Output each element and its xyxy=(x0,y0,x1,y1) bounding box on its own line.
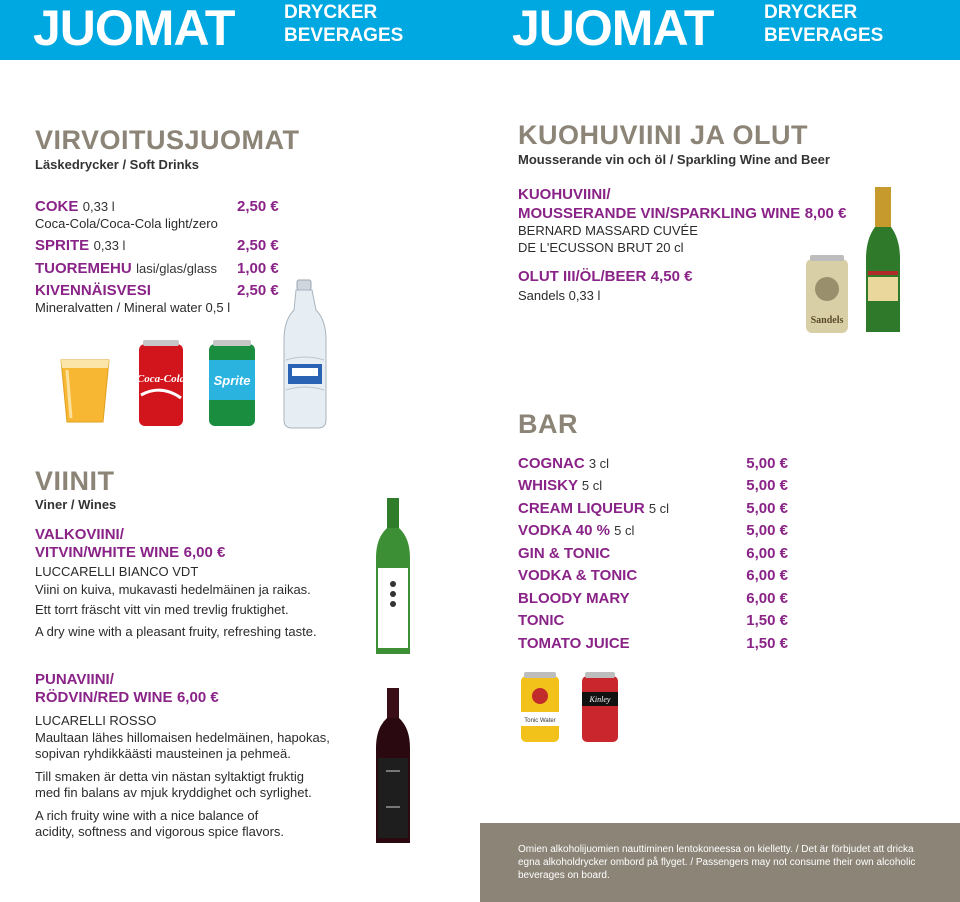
bar-item-name: WHISKY xyxy=(518,477,578,494)
white-wine-price: 6,00 € xyxy=(183,544,226,561)
sparkling-line2: MOUSSERANDE VIN/SPARKLING WINE xyxy=(518,205,801,222)
sparkling-price: 8,00 € xyxy=(804,205,847,222)
header-sub2-left: BEVERAGES xyxy=(284,25,404,46)
bar-item-name: TOMATO JUICE xyxy=(518,635,630,652)
beer-description: Sandels 0,33 l xyxy=(518,288,601,303)
red-wine-line2: RÖDVIN/RED WINE xyxy=(35,689,173,706)
beer-can-image xyxy=(804,255,850,335)
red-wine-desc-fi-1: Maultaan lähes hillomaisen hedelmäinen, hapokas, xyxy=(35,730,330,745)
bar-item-vodka xyxy=(518,522,788,544)
bar-item-vodka-tonic xyxy=(518,567,788,589)
bar-item-tonic xyxy=(518,612,788,634)
price-coke: 2,50 € xyxy=(237,198,279,215)
bar-item-cognac xyxy=(518,455,788,477)
kinley-can-label: Kinley xyxy=(589,695,611,704)
header-sub1-left: DRYCKER xyxy=(284,2,378,23)
bar-item-unit: 5 cl xyxy=(648,501,670,516)
white-wine-desc-en: A dry wine with a pleasant fruity, refreshing taste. xyxy=(35,624,317,639)
beer-can-label: Sandels xyxy=(810,315,844,326)
bar-item-unit: 5 cl xyxy=(614,523,635,538)
bar-item-name: TONIC xyxy=(518,612,565,629)
white-wine-line1: VALKOVIINI/ xyxy=(35,526,124,543)
bar-item-price: 5,00 € xyxy=(746,455,788,472)
menu-item-sprite xyxy=(35,237,125,255)
menu-item-juice xyxy=(35,260,217,278)
bar-item-name: GIN & TONIC xyxy=(518,545,611,562)
sprite-can-image xyxy=(207,340,257,428)
menu-item-mineral-water xyxy=(35,282,151,300)
bar-item-unit: 3 cl xyxy=(588,456,610,471)
bar-item-cream-liqueur xyxy=(518,500,788,522)
red-wine-desc-sv-1: Till smaken är detta vin nästan syltaktigt fruktig xyxy=(35,769,305,784)
item-unit: 0,33 l xyxy=(82,199,115,214)
bar-item-name: VODKA 40 % xyxy=(518,522,610,539)
wines-subtitle: Viner / Wines xyxy=(35,497,117,512)
juice-glass-image xyxy=(59,356,111,426)
bar-item-price: 5,00 € xyxy=(746,500,788,517)
coke-description: Coca-Cola/Coca-Cola light/zero xyxy=(35,216,218,231)
sprite-can-label: Sprite xyxy=(213,373,251,388)
header-title-left: JUOMAT xyxy=(33,0,235,56)
white-wine-product: LUCCARELLI BIANCO VDT xyxy=(35,564,199,579)
footer-notice-text: Omien alkoholijuomien nauttiminen lentokoneessa on kielletty. / Det är förbjudet att dricka egna alkoholdrycker ombord på flyget. / Passengers may not consume their own alcoholic beverages on board. xyxy=(518,844,916,881)
bar-item-price: 6,00 € xyxy=(746,545,788,562)
price-sprite: 2,50 € xyxy=(237,237,279,254)
sparkling-line1: KUOHUVIINI/ xyxy=(518,186,611,203)
beer-heading xyxy=(518,268,693,286)
wines-title: VIINIT xyxy=(35,466,115,496)
item-name: SPRITE xyxy=(35,237,90,254)
beer-price: 4,50 € xyxy=(650,268,693,285)
white-wine-desc-sv: Ett torrt fräscht vitt vin med trevlig fruktighet. xyxy=(35,602,289,617)
white-wine-line2: VITVIN/WHITE WINE xyxy=(35,544,180,561)
red-wine-desc-fi-2: sopivan ryhdikkäästi mausteinen ja pehmeä. xyxy=(35,746,291,761)
header-title-right: JUOMAT xyxy=(512,0,714,56)
footer-notice-box xyxy=(480,823,960,902)
header-bar xyxy=(0,0,960,60)
bar-item-price: 6,00 € xyxy=(746,590,788,607)
bar-item-unit: 5 cl xyxy=(581,478,603,493)
tonic-can-image xyxy=(519,672,561,744)
bar-item-whisky xyxy=(518,477,788,499)
bar-item-price: 5,00 € xyxy=(746,522,788,539)
bar-item-price: 1,50 € xyxy=(746,612,788,629)
mineral-water-description: Mineralvatten / Mineral water 0,5 l xyxy=(35,300,231,315)
white-wine-heading xyxy=(35,544,225,562)
bar-item-price: 6,00 € xyxy=(746,567,788,584)
soft-drinks-title: VIRVOITUSJUOMAT xyxy=(35,125,300,155)
item-unit: 0,33 l xyxy=(93,238,126,253)
bar-item-tomato-juice xyxy=(518,635,788,657)
bar-item-bloody-mary xyxy=(518,590,788,612)
red-wine-desc-en-1: A rich fruity wine with a nice balance of xyxy=(35,808,259,823)
sparkling-product-2: DE L'ECUSSON BRUT 20 cl xyxy=(518,240,684,255)
bar-item-gin-tonic xyxy=(518,545,788,567)
item-name: TUOREMEHU xyxy=(35,260,132,277)
beer-name: OLUT III/ÖL/BEER xyxy=(518,268,647,285)
item-name: KIVENNÄISVESI xyxy=(35,282,151,299)
bar-item-name: BLOODY MARY xyxy=(518,590,630,607)
white-wine-bottle-image xyxy=(372,498,414,658)
header-sub1-right: DRYCKER xyxy=(764,2,858,23)
bar-item-name: CREAM LIQUEUR xyxy=(518,500,645,517)
coke-can-label: Coca-Cola xyxy=(136,373,186,385)
white-wine-desc-fi: Viini on kuiva, mukavasti hedelmäinen ja raikas. xyxy=(35,582,311,597)
tonic-can-label: Tonic Water xyxy=(524,718,556,724)
header-sub2-right: BEVERAGES xyxy=(764,25,884,46)
red-wine-product: LUCARELLI ROSSO xyxy=(35,713,157,728)
sparkling-product-1: BERNARD MASSARD CUVÉE xyxy=(518,223,698,238)
sparkling-subtitle: Mousserande vin och öl / Sparkling Wine and Beer xyxy=(518,152,830,167)
red-wine-desc-en-2: acidity, softness and vigorous spice flavors. xyxy=(35,824,285,839)
bar-title: BAR xyxy=(518,409,578,439)
item-name: COKE xyxy=(35,198,79,215)
red-wine-desc-sv-2: med fin balans av mjuk kryddighet och syrlighet. xyxy=(35,785,312,800)
price-mineral-water: 2,50 € xyxy=(237,282,279,299)
price-juice: 1,00 € xyxy=(237,260,279,277)
item-unit: lasi/glas/glass xyxy=(136,261,218,276)
red-wine-heading xyxy=(35,689,219,707)
sparkling-wine-bottle-image xyxy=(862,187,904,335)
menu-item-coke xyxy=(35,198,115,216)
coke-can-image xyxy=(137,340,185,428)
bar-item-name: COGNAC xyxy=(518,455,585,472)
red-wine-price: 6,00 € xyxy=(176,689,219,706)
bar-item-price: 5,00 € xyxy=(746,477,788,494)
sparkling-title: KUOHUVIINI JA OLUT xyxy=(518,120,809,150)
sparkling-heading xyxy=(518,205,846,223)
red-wine-line1: PUNAVIINI/ xyxy=(35,671,114,688)
kinley-can-image xyxy=(580,672,620,744)
red-wine-bottle-image xyxy=(372,688,414,846)
water-bottle-image xyxy=(282,280,328,430)
bar-item-price: 1,50 € xyxy=(746,635,788,652)
bar-item-name: VODKA & TONIC xyxy=(518,567,638,584)
soft-drinks-subtitle: Läskedrycker / Soft Drinks xyxy=(35,157,200,172)
